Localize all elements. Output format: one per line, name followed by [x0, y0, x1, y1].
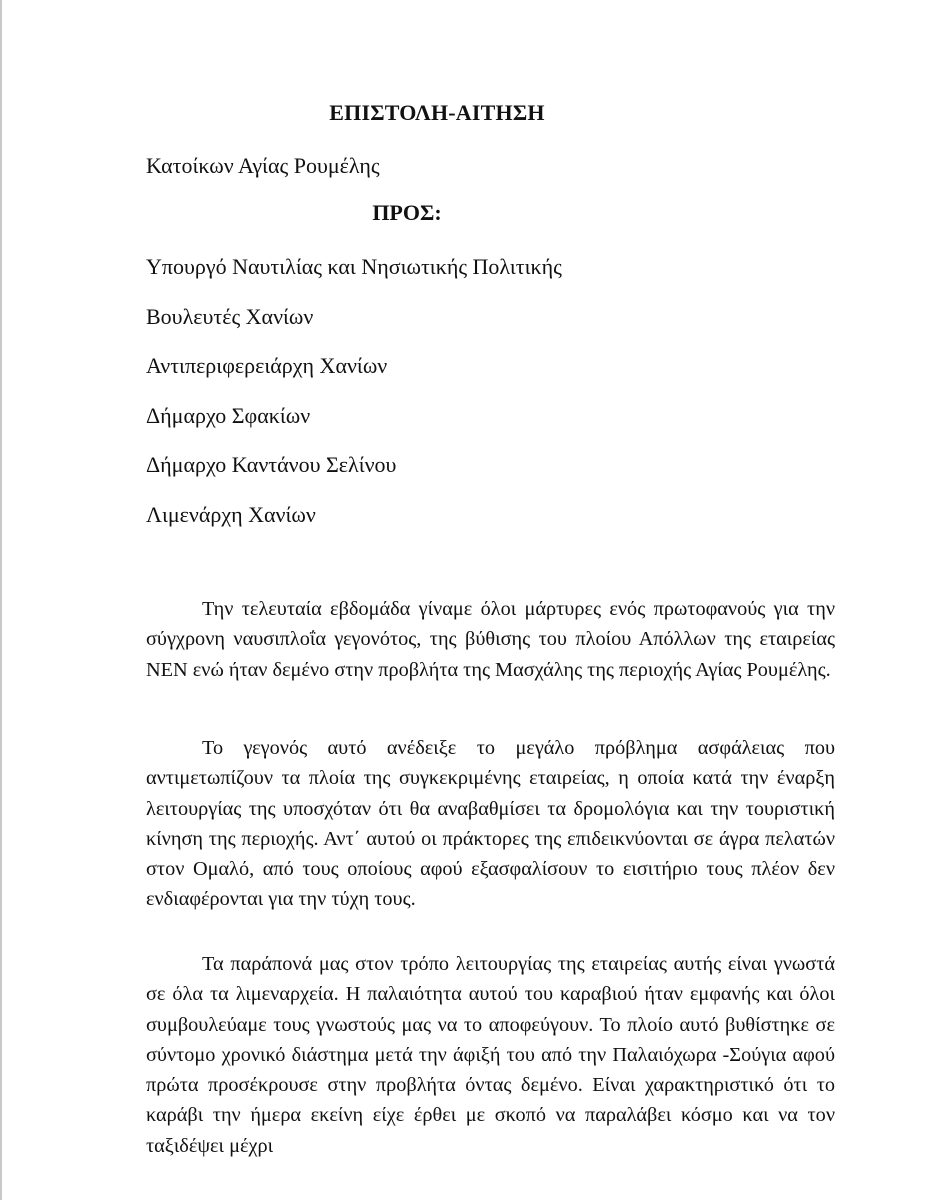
recipient: Αντιπεριφερειάρχη Χανίων	[146, 353, 388, 378]
letter-title: ΕΠΙΣΤΟΛΗ-ΑΙΤΗΣΗ	[329, 100, 545, 125]
body-paragraph-1	[146, 594, 835, 685]
body-paragraph-3	[146, 949, 835, 1161]
recipient: Υπουργό Ναυτιλίας και Νησιωτικής Πολιτικής	[146, 254, 562, 279]
body-paragraph-2	[146, 733, 835, 915]
recipient: Δήμαρχο Καντάνου Σελίνου	[146, 452, 397, 477]
recipient: Βουλευτές Χανίων	[146, 303, 314, 329]
recipients-heading: ΠΡΟΣ:	[372, 200, 442, 225]
letter-sender: Κατοίκων Αγίας Ρουμέλης	[146, 153, 380, 178]
recipient: Δήμαρχο Σφακίων	[146, 402, 311, 428]
recipients-list	[146, 254, 562, 551]
paragraph-text: Το γεγονός αυτό ανέδειξε το μεγάλο πρόβλημα ασφάλειας που αντιμετωπίζουν τα πλοία της συγκεκριμένης εταιρείας, η οποία κατά την έναρξη λειτουργίας της υποσχόταν ότι θα αναβαθμίσει τα δρομολόγια και την τουριστική κίνηση της περιοχής. Αντ΄ αυτού οι πράκτορες της επιδεικνύονται σε άγρα πελατών στον Ομαλό, από τους οποίους αφού εξασφαλίσουν το εισιτήριο τους πλέον δεν ενδιαφέρονται για την τύχη τους.	[146, 737, 835, 911]
paragraph-text: Την τελευταία εβδομάδα γίναμε όλοι μάρτυρες ενός πρωτοφανούς για την σύγχρονη ναυσιπλοΐα γεγονότος, της βύθισης του πλοίου Απόλλων της εταιρείας ΝΕΝ ενώ ήταν δεμένο στην προβλήτα της Μασχάλης της περιοχής Αγίας Ρουμέλης.	[146, 598, 835, 681]
recipient: Λιμενάρχη Χανίων	[146, 501, 316, 527]
paragraph-text: Τα παράπονά μας στον τρόπο λειτουργίας της εταιρείας αυτής είναι γνωστά σε όλα τα λιμεναρχεία. Η παλαιότητα αυτού του καραβιού ήταν εμφανής και όλοι συμβουλεύαμε τους γνωστούς μας να το αποφεύγουν. Το πλοίο αυτό βυθίστηκε σε σύντομο χρονικό διάστημα μετά την άφιξή του από την Παλαιόχωρα -Σούγια αφού πρώτα προσέκρουσε στην προβλήτα όντας δεμένο. Είναι χαρακτηριστικό ότι το καράβι την ήμερα εκείνη είχε έρθει με σκοπό να παραλάβει κόσμο και να τον ταξιδέψει μέχρι	[146, 953, 835, 1157]
